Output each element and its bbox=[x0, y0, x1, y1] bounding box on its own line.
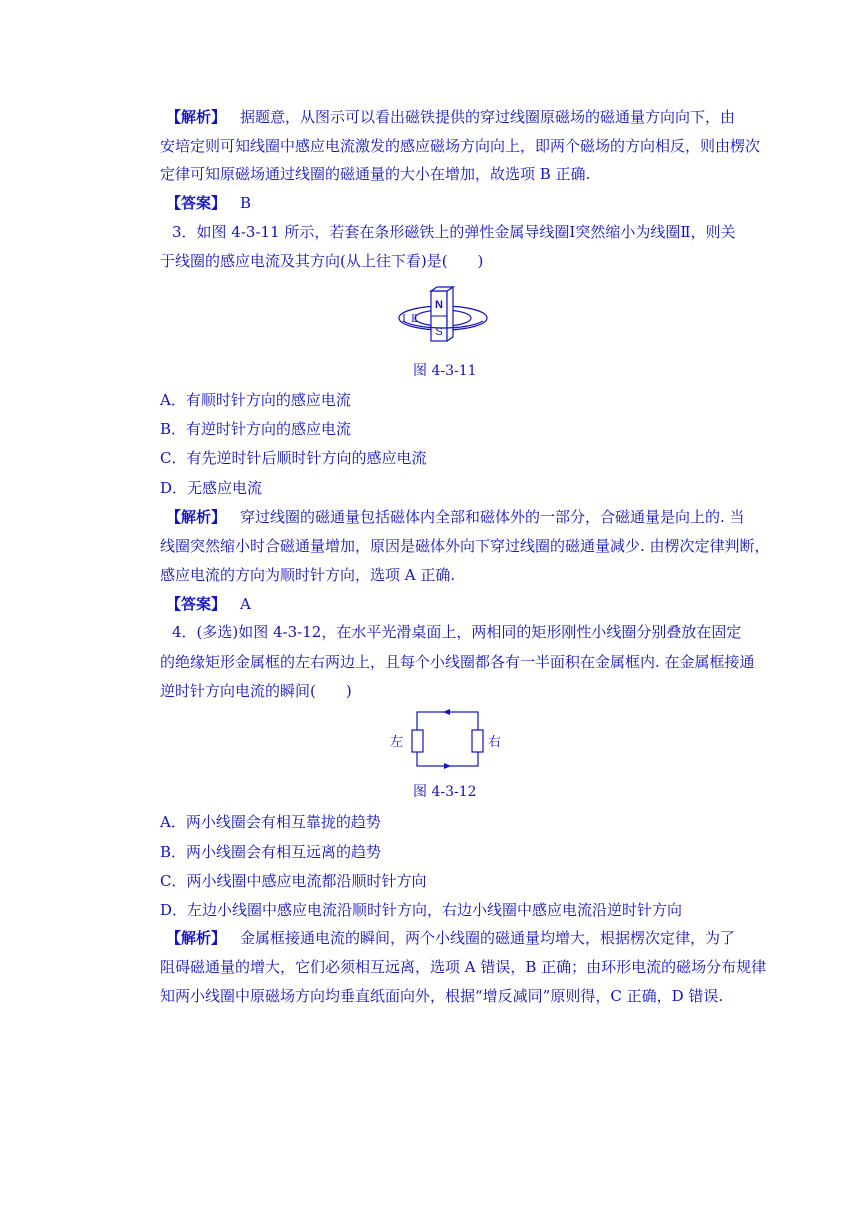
current-arrow-bottom bbox=[444, 763, 451, 769]
q4-analysis-line-2: 阻碍磁通量的增大，它们必须相互远离，选项 A 错误，B 正确；由环形电流的磁场分布规律 bbox=[160, 958, 767, 976]
q4-option-c: C．两小线圈中感应电流都沿顺时针方向 bbox=[160, 872, 427, 890]
q4-option-a: A．两小线圈会有相互靠拢的趋势 bbox=[160, 813, 381, 831]
label-right: 右 bbox=[488, 735, 502, 750]
q3-analysis-line-1: 【解析】 穿过线圈的磁通量包括磁体内全部和磁体外的一部分，合磁通量是向上的. 当 bbox=[166, 508, 745, 526]
q3-stem-line-1: 3．如图 4-3-11 所示，若套在条形磁铁上的弹性金属导线圈Ⅰ突然缩小为线圈Ⅱ，则关 bbox=[172, 223, 736, 241]
analysis-tag: 【解析】 bbox=[166, 929, 227, 947]
answer-tag: 【答案】 bbox=[166, 595, 227, 613]
label-I: Ⅰ bbox=[402, 314, 406, 325]
q4-stem-line-2: 的绝缘矩形金属框的左右两边上，且每个小线圈都各有一半面积在金属框内. 在金属框接通 bbox=[160, 653, 755, 671]
current-arrow-top bbox=[443, 709, 450, 715]
answer-value: B bbox=[240, 194, 252, 212]
analysis-tag: 【解析】 bbox=[166, 108, 227, 126]
figure-4-3-12 bbox=[388, 708, 508, 770]
q3-option-d: D．无感应电流 bbox=[160, 479, 263, 497]
q3-analysis-line-3: 感应电流的方向为顺时针方向，选项 A 正确. bbox=[160, 566, 456, 584]
q2-analysis-line-3: 定律可知原磁场通过线圈的磁通量的大小在增加，故选项 B 正确. bbox=[160, 165, 591, 183]
label-left: 左 bbox=[390, 735, 404, 750]
q3-answer bbox=[166, 594, 251, 614]
q2-analysis-line-1: 【解析】 据题意，从图示可以看出磁铁提供的穿过线圈原磁场的磁通量方向向下，由 bbox=[166, 108, 736, 126]
label-N: N bbox=[435, 299, 443, 311]
q4-option-b: B．两小线圈会有相互远离的趋势 bbox=[160, 843, 382, 861]
answer-value: A bbox=[240, 595, 251, 613]
q2-analysis-line-2: 安培定则可知线圈中感应电流激发的感应磁场方向向上，即两个磁场的方向相反，则由楞次 bbox=[160, 137, 761, 155]
q3-analysis-line-2: 线圈突然缩小时合磁通量增加，原因是磁体外向下穿过线圈的磁通量减少. 由楞次定律判断， bbox=[160, 537, 770, 555]
figure-caption-4-3-11: 图 4-3-11 bbox=[413, 363, 477, 379]
q4-stem-line-1: 4．(多选)如图 4-3-12，在水平光滑桌面上，两相同的矩形刚性小线圈分别叠放在固定 bbox=[172, 623, 742, 641]
q4-analysis-line-1: 【解析】 金属框接通电流的瞬间，两个小线圈的磁通量均增大，根据楞次定律，为了 bbox=[166, 929, 736, 947]
right-small-coil bbox=[472, 730, 483, 752]
left-small-coil bbox=[412, 730, 423, 752]
q4-stem-line-3: 逆时针方向电流的瞬间( ) bbox=[160, 682, 352, 700]
q3-option-c: C．有先逆时针后顺时针方向的感应电流 bbox=[160, 449, 427, 467]
q3-stem-line-2: 于线圈的感应电流及其方向(从上往下看)是( ) bbox=[160, 252, 484, 270]
figure-caption-4-3-12: 图 4-3-12 bbox=[413, 784, 477, 800]
q4-analysis-line-3: 知两小线圈中原磁场方向均垂直纸面向外，根据“增反减同”原则得，C 正确，D 错误. bbox=[160, 987, 724, 1005]
q2-answer bbox=[166, 193, 251, 213]
q3-option-a: A．有顺时针方向的感应电流 bbox=[160, 391, 351, 409]
q3-option-b: B．有逆时针方向的感应电流 bbox=[160, 420, 352, 438]
label-S: S bbox=[435, 326, 443, 338]
q4-option-d: D．左边小线圈中感应电流沿顺时针方向，右边小线圈中感应电流沿逆时针方向 bbox=[160, 901, 683, 919]
label-II: Ⅱ bbox=[411, 314, 418, 325]
metal-frame bbox=[417, 712, 478, 766]
answer-tag: 【答案】 bbox=[166, 194, 227, 212]
figure-4-3-11 bbox=[395, 285, 495, 345]
analysis-tag: 【解析】 bbox=[166, 508, 227, 526]
